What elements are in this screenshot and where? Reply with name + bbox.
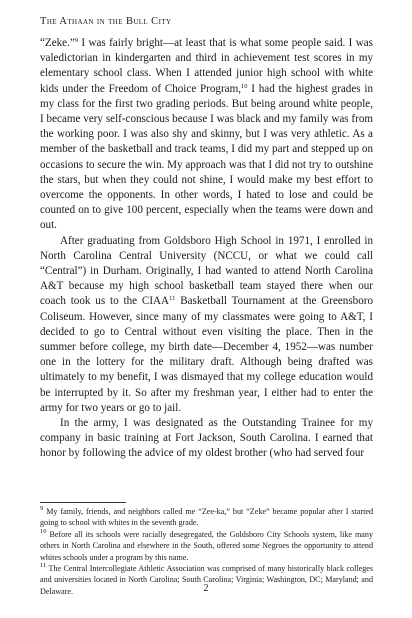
paragraph-2-text-a: After graduating from Goldsboro High School in 1971, I enrolled in North Carolina Central University (NCCU, or what we could call “Central”) in Durham. Originally, I had wanted to attend North Carolina A&T because my high school basketball team stayed there when our coach took us to the CIAA (40, 234, 373, 308)
footnote-text: My family, friends, and neighbors called me “Zee-ka,” but “Zeke” became popular after I started going to school with whites in the seventh grade. (40, 507, 373, 528)
body-text (40, 36, 373, 462)
footnote-ref-10: 10 (241, 82, 248, 90)
footnote-number: 9 (40, 505, 44, 512)
footnote-10 (40, 529, 373, 563)
footnote-ref-9: 9 (74, 37, 79, 44)
footnote-number: 10 (40, 527, 47, 535)
paragraph-1 (40, 36, 373, 234)
footnote-text: Before all its schools were racially desegregated, the Goldsboro City Schools system, like many others in North Carolina and elsewhere in the South, offered some Negroes the opportunity to attend whites schools under a program by this name. (40, 529, 373, 562)
paragraph-2-text-b: Basketball Tournament at the Greensboro Coliseum. However, since many of my classmates were going to A&T, I decided to go to Central without even visiting the place. Then in the summer before college, my birth date—December 4, 1952—was number one in the lottery for the military draft. Although being drafted was ultimately to my benefit, I was dismayed that my college education would be interrupted by it. So after my freshman year, I either had to enter the army for two years or go to jail. (40, 295, 374, 414)
paragraph-3: In the army, I was designated as the Outstanding Trainee for my company in basic training at Fort Jackson, South Carolina. I earned that honor by following the advice of my oldest brother (who had served four (40, 417, 373, 460)
footnote-ref-11: 11 (169, 295, 176, 303)
paragraph-2 (40, 234, 373, 416)
paragraph-1-text-c: I had the highest grades in my class for the first two grading periods. But being around white people, I became very self-conscious because I was black and my family was from the working poor. I was also shy and skinny, but I was very athletic. As a member of the basketball and track teams, I did my part and stepped up on occasions to secure the win. My approach was that I did not try to outshine the stars, but when they could not shine, I would make my best effort to overcome the opponents. In other words, I hated to lose and could be counted on to give 100 percent, especially when the teams were down and out. (40, 82, 373, 232)
paragraph-1-text-a: “Zeke.” (40, 37, 75, 49)
footnote-rule (40, 502, 126, 503)
page-number: 2 (203, 583, 209, 594)
footnote-9 (40, 506, 373, 529)
paragraph-1-text-b: I was fairly bright—at least that is what some people said. I was valedictorian in kindergarten and third in achievement test scores in my elementary school class. When I attended junior high school with white kids under the Freedom of Choice Program, (40, 37, 373, 95)
footnote-number: 11 (40, 562, 47, 570)
running-head: The Athaan in the Bull City (40, 16, 172, 27)
footnote-text: The Central Intercollegiate Athletic Association was comprised of many historically black colleges and universities located in North Carolina; South Carolina; Virginia; Washington, DC; Maryland; and Delaware. (40, 564, 373, 596)
